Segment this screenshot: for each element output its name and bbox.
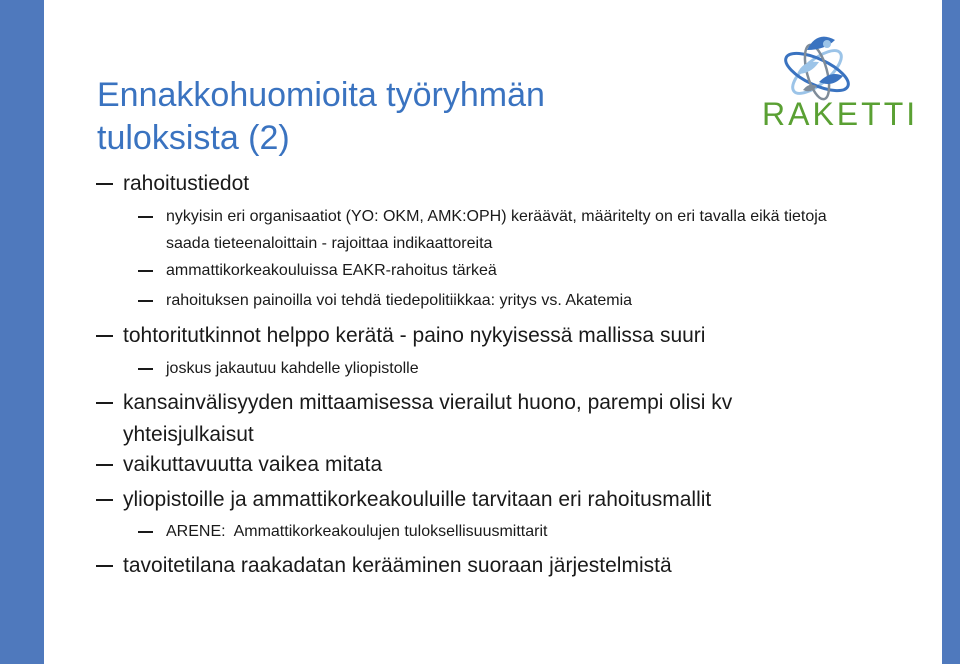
bullet-item (123, 320, 843, 352)
sub-bullet-item (166, 287, 866, 314)
sub-bullet-item (166, 203, 866, 257)
sub-bullet-text: rahoituksen painoilla voi tehdä tiedepolitiikkaa: yritys vs. Akatemia (166, 292, 633, 309)
bullet-item (123, 484, 843, 516)
bullet-text: tavoitetilana raakadatan kerääminen suoraan järjestelmistä (123, 554, 672, 577)
dash-bullet (96, 335, 113, 337)
sub-bullet-text: ammattikorkeakouluissa EAKR-rahoitus tärkeä (166, 262, 497, 279)
bullet-text: kansainvälisyyden mittaamisessa vierailut huono, parempi olisi kv yhteisjulkaisut (123, 391, 733, 446)
bullet-text: yliopistoille ja ammattikorkeakouluille tarvitaan eri rahoitusmallit (123, 488, 712, 511)
bullet-text: rahoitustiedot (123, 172, 250, 195)
bullet-item (123, 550, 843, 582)
slide-title-line-1: Ennakkohuomioita työryhmän (97, 76, 545, 114)
dash-bullet (138, 531, 153, 533)
sub-bullet-item (166, 257, 866, 284)
dash-bullet (96, 183, 113, 185)
sub-bullet-text: ARENE: Ammattikorkeakoulujen tuloksellisuusmittarit (166, 523, 548, 540)
dash-bullet (138, 300, 153, 302)
left-accent-bar (0, 0, 44, 664)
dash-bullet (138, 368, 153, 370)
bullet-item (123, 449, 843, 481)
sub-bullet-text: nykyisin eri organisaatiot (YO: OKM, AMK:OPH) keräävät, määritelty on eri tavalla eikä tietoja saada tieteenaloittain - rajoittaa indikaattoreita (166, 208, 827, 252)
sub-bullet-item (166, 355, 866, 382)
dash-bullet (96, 565, 113, 567)
bullet-text: vaikuttavuutta vaikea mitata (123, 453, 383, 476)
bullet-item (123, 387, 843, 451)
right-accent-bar (942, 0, 960, 664)
dash-bullet (96, 499, 113, 501)
raketti-logo-text: RAKETTI (762, 96, 919, 132)
dash-bullet (96, 402, 113, 404)
dash-bullet (138, 270, 153, 272)
bullet-text: tohtoritutkinnot helppo kerätä - paino nykyisessä mallissa suuri (123, 324, 706, 347)
slide-title-line-2: tuloksista (2) (97, 119, 290, 157)
slide-title (97, 74, 545, 160)
bullet-item (123, 168, 843, 200)
sub-bullet-text: joskus jakautuu kahdelle yliopistolle (166, 360, 419, 377)
sub-bullet-item (166, 518, 866, 545)
dash-bullet (96, 464, 113, 466)
dash-bullet (138, 216, 153, 218)
